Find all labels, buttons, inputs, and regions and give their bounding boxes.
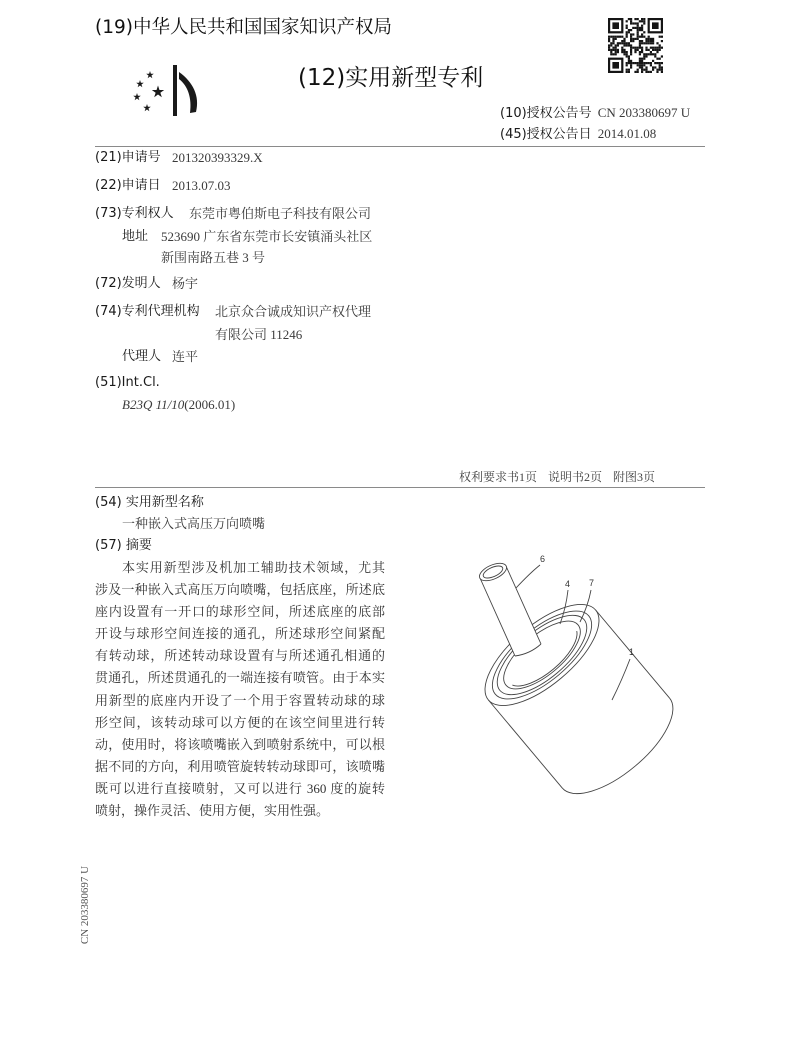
patentee: 东莞市粤伯斯电子科技有限公司 [189,206,372,221]
patentee-label: (73)专利权人 [95,206,174,221]
header-divider [95,146,705,147]
cylinder-bottom-edge [562,698,689,810]
address-label: 地址 [122,229,149,244]
agent-label: 代理人 [122,349,162,364]
nozzle-drawing [440,540,720,810]
ipc-version: (2006.01) [184,397,236,412]
star-icon [146,71,154,78]
abstract-line: 贯通孔，所述贯通孔的一端连接有喷管。由于本实 [95,670,385,686]
document-type: (12)实用新型专利 [298,65,484,91]
publication-date-row [500,125,656,143]
qr-code [608,18,663,73]
address-line-2: 新围南路五巷 3 号 [161,250,266,265]
agency-line-1: 北京众合诚成知识产权代理 [215,304,372,319]
ipc-label: (51)Int.Cl. [95,375,160,390]
abstract-label: (57) 摘要 [95,538,152,553]
inventor: 杨宇 [172,276,199,291]
star-icon [143,104,151,111]
emblem-mast [173,65,177,116]
abstract-text [95,557,385,822]
utility-model-name-label: (54) 实用新型名称 [95,495,204,510]
abstract-line: 本实用新型涉及机加工辅助技术领域，尤其 [122,560,385,575]
abstract-line: 据不同的方向，利用喷管旋转转动球即可，该喷嘴 [95,758,385,774]
drawings-page-count: 附图3页 [612,470,655,484]
cylinder-left-edge [488,700,562,788]
publication-number: CN 203380697 U [597,105,691,120]
abstract-line: 涉及一种嵌入式高压万向喷嘴，包括底座，所述底 [95,582,385,598]
emblem-sail [179,72,197,113]
margin-publication-number: CN 203380697 U [79,865,91,945]
star-icon [133,93,141,100]
star-icon [152,86,164,98]
office-logo [130,62,205,118]
leader-line-6 [516,565,540,588]
figure-label-7: 7 [589,578,595,588]
application-number-label: (21)申请号 [95,150,161,165]
publication-date-label: (45)授权公告日 [500,127,592,142]
application-date-label: (22)申请日 [95,178,161,193]
figure-label-6: 6 [540,554,546,564]
leader-line-1 [612,659,630,700]
cylinder-top-rim [469,587,615,723]
abstract-line: 动，使用时，将该喷嘴嵌入到喷射系统中，可以根 [95,736,385,752]
application-number: 201320393329.X [172,150,263,165]
agency-line-2: 有限公司 11246 [215,327,303,342]
claims-page-count: 权利要求书1页 [458,470,537,484]
agency-label: (74)专利代理机构 [95,304,200,319]
publication-number-label: (10)授权公告号 [500,106,592,121]
issuing-office: (19)中华人民共和国国家知识产权局 [95,17,392,38]
publication-number-row [500,104,690,122]
spray-tube [477,560,541,656]
description-page-count: 说明书2页 [547,470,602,484]
abstract-line: 喷射，操作灵活、使用方便，实用性强。 [95,803,330,819]
abstract-line: 形空间，该转动球可以方便的在该空间里进行转 [95,714,385,730]
page-counts [459,469,655,485]
address-line-1: 523690 广东省东莞市长安镇涌头社区 [161,229,373,244]
utility-model-title: 一种嵌入式高压万向喷嘴 [122,516,266,531]
application-date: 2013.07.03 [172,178,231,193]
abstract-line: 既可以进行直接喷射，又可以进行 360 度的旋转 [95,780,385,796]
inventor-label: (72)发明人 [95,276,161,291]
figure-label-4: 4 [565,579,571,589]
abstract-line: 开设与球形空间连接的通孔，所述球形空间紧配 [95,626,385,642]
figure-label-1: 1 [629,647,635,657]
ipc-classification [122,397,235,413]
publication-date: 2014.01.08 [597,126,657,141]
star-icon [136,80,144,87]
abstract-line: 用新型的底座内开设了一个用于容置转动球的球 [95,692,385,708]
abstract-line: 座内设置有一开口的球形空间，所述底座的底部 [95,604,385,620]
abstract-line: 有转动球，所述转动球设置有与所述通孔相通的 [95,648,385,664]
agent: 连平 [172,349,199,364]
ipc-code: B23Q 11/10 [122,397,185,412]
section-divider [95,487,705,488]
